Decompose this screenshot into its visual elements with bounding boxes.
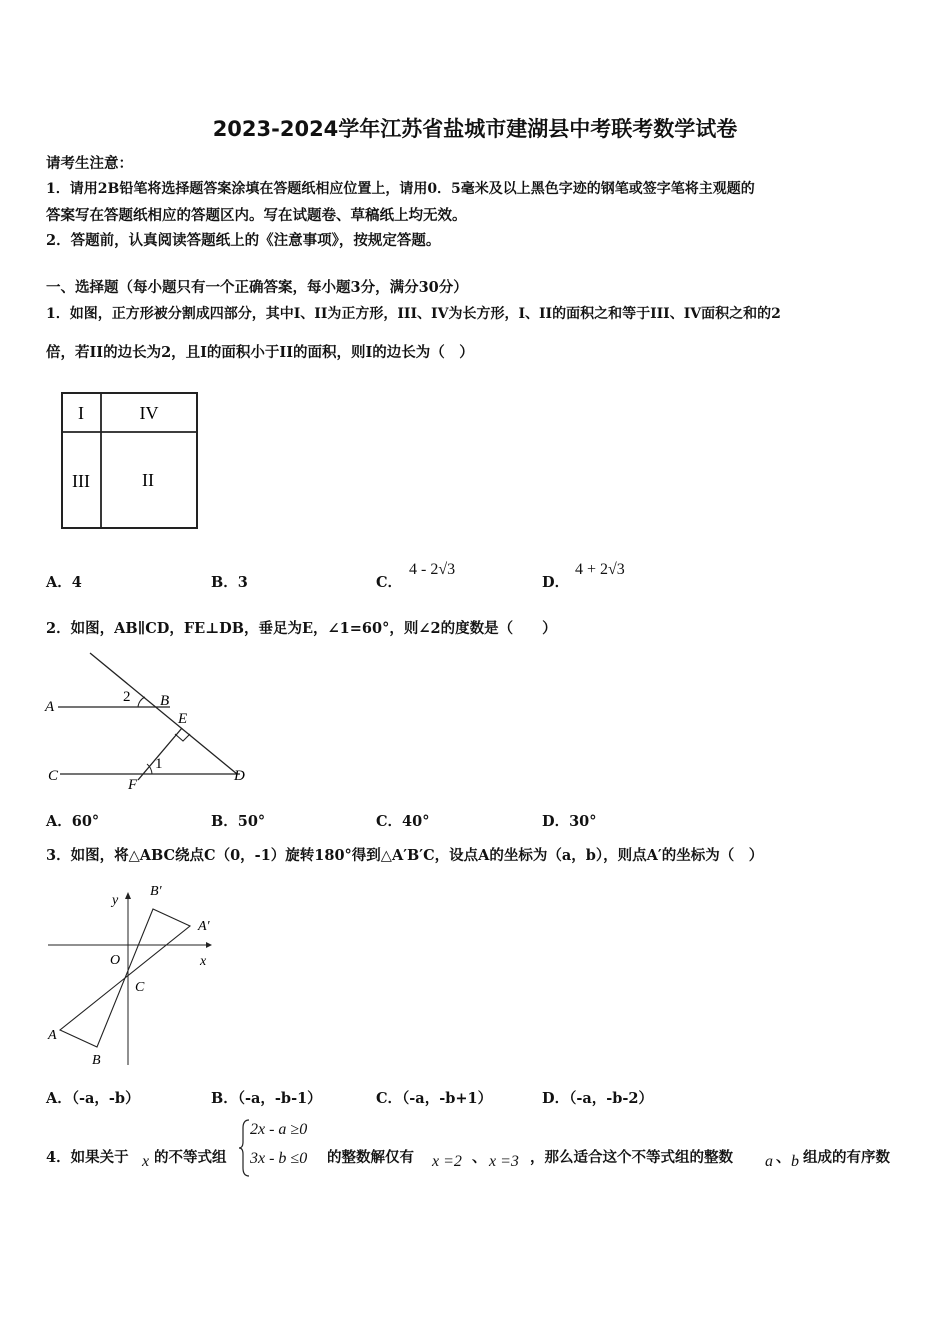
q3-text: 3．如图，将△ABC绕点C（0，-1）旋转180°得到△A′B′C，设点A的坐标为（a，b），则点A′的坐标为（ ） <box>46 847 764 864</box>
point-F: F <box>128 777 138 793</box>
q1-option-d-math: 4 + 2√3 <box>575 561 625 578</box>
label-A-prime: A′ <box>198 919 210 934</box>
point-D: D <box>234 768 245 784</box>
q1-option-c: C． <box>376 574 403 591</box>
q4-separator-2: 、 <box>776 1149 791 1166</box>
notice-line-2: 2．答题前，认真阅读答题纸上的《注意事项》，按规定答题。 <box>46 232 441 249</box>
point-C: C <box>48 768 59 784</box>
q4-solution-2: x =3 <box>489 1153 519 1170</box>
q1-option-d: D． <box>542 574 570 591</box>
point-A: A <box>45 699 55 715</box>
label-B-prime: B′ <box>150 884 162 899</box>
q3-option-b: B．（-a，-b-1） <box>211 1090 322 1107</box>
section-heading: 一、选择题（每小题只有一个正确答案，每小题3分，满分30分） <box>46 279 468 296</box>
q4-text-end: 组成的有序数 <box>803 1149 890 1166</box>
q4-text-system: 的不等式组 <box>154 1149 227 1166</box>
q4-inequality-2: 3x - b ≤0 <box>250 1150 308 1167</box>
q4-var-a: a <box>765 1153 773 1170</box>
notice-line-1: 1．请用2B铅笔将选择题答案涂填在答题纸相应位置上，请用0．5毫米及以上黑色字迹的钢笔或签字笔将主观题的 <box>46 181 755 197</box>
page-title: 2023-2024学年江苏省盐城市建湖县中考联考数学试卷 <box>212 117 738 141</box>
notice-line-1b: 答案写在答题纸相应的答题区内。写在试题卷、草稿纸上均无效。 <box>46 207 467 224</box>
q4-text-start: 4．如果关于 <box>46 1149 129 1166</box>
q4-var-b: b <box>791 1153 799 1170</box>
q1-option-a: A．4 <box>46 574 82 591</box>
q2-text: 2．如图，AB∥CD，FE⊥DB，垂足为E，∠1=60°，则∠2的度数是（ ） <box>46 620 557 637</box>
x-axis-arrow <box>206 942 212 948</box>
q1-text-line-2: 倍，若II的边长为2，且I的面积小于II的面积，则I的边长为（ ） <box>46 344 474 361</box>
line-FE <box>138 728 182 780</box>
q2-geometry-figure <box>40 650 260 795</box>
q4-text-solutions: 的整数解仅有 <box>327 1149 414 1166</box>
label-y: y <box>112 893 119 908</box>
triangle-A1B1C <box>125 909 190 978</box>
angle-1-label: 1 <box>155 756 163 772</box>
q1-option-c-math: 4 - 2√3 <box>409 561 456 578</box>
y-axis-arrow <box>125 892 131 899</box>
q1-square-figure <box>55 385 205 535</box>
q2-option-b: B．50° <box>211 813 266 830</box>
q4-solution-1: x =2 <box>432 1153 462 1170</box>
label-I: I <box>78 403 84 423</box>
q1-option-b: B．3 <box>211 574 248 591</box>
q2-option-a: A．60° <box>46 813 100 830</box>
right-angle-mark <box>175 734 190 741</box>
line-DB <box>90 653 237 774</box>
label-O: O <box>110 953 121 968</box>
q3-option-a: A．（-a，-b） <box>46 1090 140 1107</box>
label-C: C <box>135 980 145 995</box>
triangle-ABC <box>60 978 125 1047</box>
q4-inequality-1: 2x - a ≥0 <box>250 1121 308 1138</box>
q4-var-x: x <box>142 1153 150 1170</box>
q4-text-integers: ，那么适合这个不等式组的整数 <box>530 1149 733 1166</box>
label-IV: IV <box>139 403 159 423</box>
q3-coordinate-figure <box>40 875 230 1075</box>
q4-separator: 、 <box>472 1149 487 1166</box>
point-E: E <box>178 711 188 727</box>
q2-option-c: C．40° <box>376 813 430 830</box>
label-A: A <box>48 1028 57 1043</box>
label-x: x <box>200 954 207 969</box>
notice-heading: 请考生注意： <box>46 155 133 172</box>
point-B: B <box>160 693 170 709</box>
q3-option-d: D．（-a，-b-2） <box>542 1090 654 1107</box>
q1-text-line-1: 1．如图，正方形被分割成四部分，其中I、II为正方形，III、IV为长方形，I、II的面积之和等于III、IV面积之和的2 <box>46 306 781 322</box>
angle-2-arc <box>138 697 145 707</box>
label-B: B <box>92 1053 101 1068</box>
label-II: II <box>142 470 154 490</box>
angle-2-label: 2 <box>123 689 131 705</box>
q2-option-d: D．30° <box>542 813 597 830</box>
label-III: III <box>72 471 90 491</box>
q3-option-c: C．（-a，-b+1） <box>376 1090 493 1107</box>
